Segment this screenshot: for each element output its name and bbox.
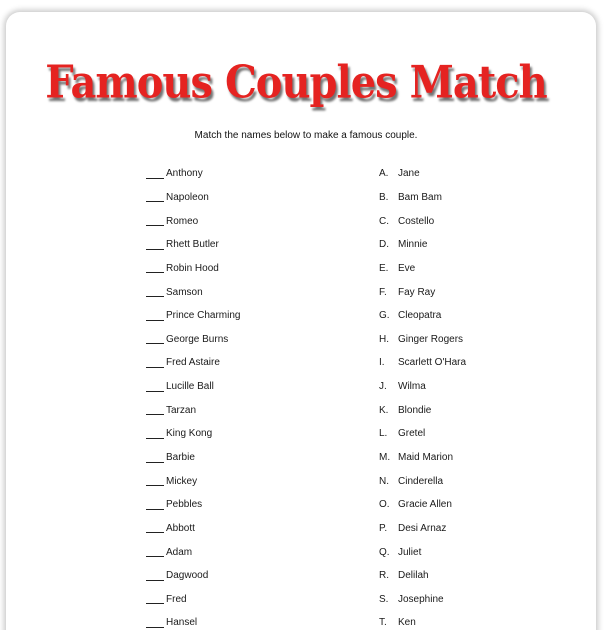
right-name-label: Costello [398,215,435,227]
worksheet-page [6,12,596,630]
left-name-label: Pebbles [166,499,203,511]
option-letter: O. [379,499,390,511]
option-letter: B. [379,191,389,203]
answer-blank[interactable] [146,240,164,250]
left-list-item [146,280,346,304]
option-letter: S. [379,593,389,605]
left-list-item [146,257,346,281]
answer-blank[interactable] [146,334,164,344]
right-list-item [379,493,579,517]
left-name-list [146,162,346,630]
answer-blank[interactable] [146,500,164,510]
right-name-label: Cleopatra [398,310,442,322]
option-letter: I. [379,357,385,369]
option-letter: E. [379,262,389,274]
right-list-item [379,375,579,399]
right-list-item [379,162,579,186]
page-title: Famous Couples Match [45,56,547,109]
right-name-label: Fay Ray [398,286,436,298]
answer-blank[interactable] [146,287,164,297]
left-name-label: Adam [166,546,193,558]
option-letter: Q. [379,546,390,558]
left-list-item [146,540,346,564]
right-name-label: Juliet [398,546,422,558]
left-list-item [146,327,346,351]
right-name-label: Gretel [398,428,426,440]
left-list-item [146,422,346,446]
left-list-item [146,375,346,399]
left-list-item [146,564,346,588]
answer-blank[interactable] [146,216,164,226]
option-letter: M. [379,452,391,463]
answer-blank[interactable] [146,358,164,368]
left-list-item [146,446,346,470]
right-name-label: Eve [398,262,416,274]
right-list-item [379,469,579,493]
option-letter: N. [379,475,389,487]
answer-blank[interactable] [146,311,164,321]
option-letter: A. [379,168,389,180]
right-name-label: Wilma [398,381,426,393]
left-name-label: King Kong [166,428,213,440]
option-letter: C. [379,215,389,227]
option-letter: J. [379,381,387,393]
answer-blank[interactable] [146,571,164,581]
right-name-label: Scarlett O'Hara [398,357,467,369]
left-list-item [146,351,346,375]
right-list-item [379,233,579,257]
option-letter: P. [379,522,388,534]
left-name-label: Rhett Butler [166,239,219,251]
right-list-item [379,422,579,446]
left-list-item [146,186,346,210]
left-name-label: Samson [166,286,203,298]
left-list-item [146,588,346,612]
left-list-item [146,469,346,493]
left-list-item [146,398,346,422]
left-list-item [146,493,346,517]
answer-blank[interactable] [146,405,164,415]
option-letter: D. [379,239,389,251]
right-list-item [379,186,579,210]
right-list-item [379,257,579,281]
answer-blank[interactable] [146,382,164,392]
left-name-label: Dagwood [166,570,209,582]
answer-blank[interactable] [146,523,164,533]
left-name-label: Romeo [166,215,199,227]
right-name-label: Minnie [398,239,428,251]
left-list-item [146,162,346,186]
left-name-label: Mickey [166,475,198,487]
option-letter: F. [379,286,387,298]
answer-blank[interactable] [146,453,164,463]
left-list-item [146,233,346,257]
right-list-item [379,446,579,470]
option-letter: L. [379,428,388,440]
option-letter: G. [379,310,390,322]
left-list-item [146,304,346,328]
left-name-label: Abbott [166,522,195,534]
left-name-label: Napoleon [166,191,209,203]
right-list-item [379,564,579,588]
option-letter: R. [379,570,389,582]
right-name-label: Josephine [398,593,444,605]
right-list-item [379,304,579,328]
instructions-text: Match the names below to make a famous couple. [194,130,418,141]
answer-blank[interactable] [146,429,164,439]
left-name-label: Fred [166,593,187,605]
left-name-label: George Burns [166,333,229,345]
answer-blank[interactable] [146,618,164,628]
right-list-item [379,351,579,375]
left-list-item [146,209,346,233]
right-name-label: Gracie Allen [398,499,452,511]
left-name-label: Anthony [166,168,203,180]
left-name-label: Tarzan [166,404,197,416]
right-name-label: Cinderella [398,475,444,487]
right-name-label: Blondie [398,404,432,416]
right-list-item [379,280,579,304]
answer-blank[interactable] [146,169,164,179]
right-list-item [379,209,579,233]
left-name-label: Robin Hood [166,262,219,274]
right-name-label: Desi Arnaz [398,522,447,534]
option-letter: K. [379,404,389,416]
left-name-label: Lucille Ball [166,381,214,393]
right-name-label: Ken [398,617,416,629]
answer-blank[interactable] [146,476,164,486]
right-list-item [379,398,579,422]
right-list-item [379,517,579,541]
option-letter: H. [379,333,389,345]
left-name-label: Hansel [166,617,198,629]
answer-blank[interactable] [146,594,164,604]
right-list-item [379,611,579,630]
option-letter: T. [379,617,387,629]
answer-blank[interactable] [146,263,164,273]
left-name-label: Fred Astaire [166,357,220,369]
left-list-item [146,517,346,541]
left-name-label: Prince Charming [166,310,241,322]
right-name-label: Jane [398,168,420,180]
right-name-label: Ginger Rogers [398,333,464,345]
right-name-label: Bam Bam [398,191,442,203]
right-list-item [379,540,579,564]
answer-blank[interactable] [146,192,164,202]
left-name-label: Barbie [166,452,195,463]
right-name-list [379,162,579,630]
answer-blank[interactable] [146,547,164,557]
right-name-label: Delilah [398,570,429,582]
right-list-item [379,588,579,612]
right-list-item [379,327,579,351]
left-list-item [146,611,346,630]
right-name-label: Maid Marion [398,452,454,463]
